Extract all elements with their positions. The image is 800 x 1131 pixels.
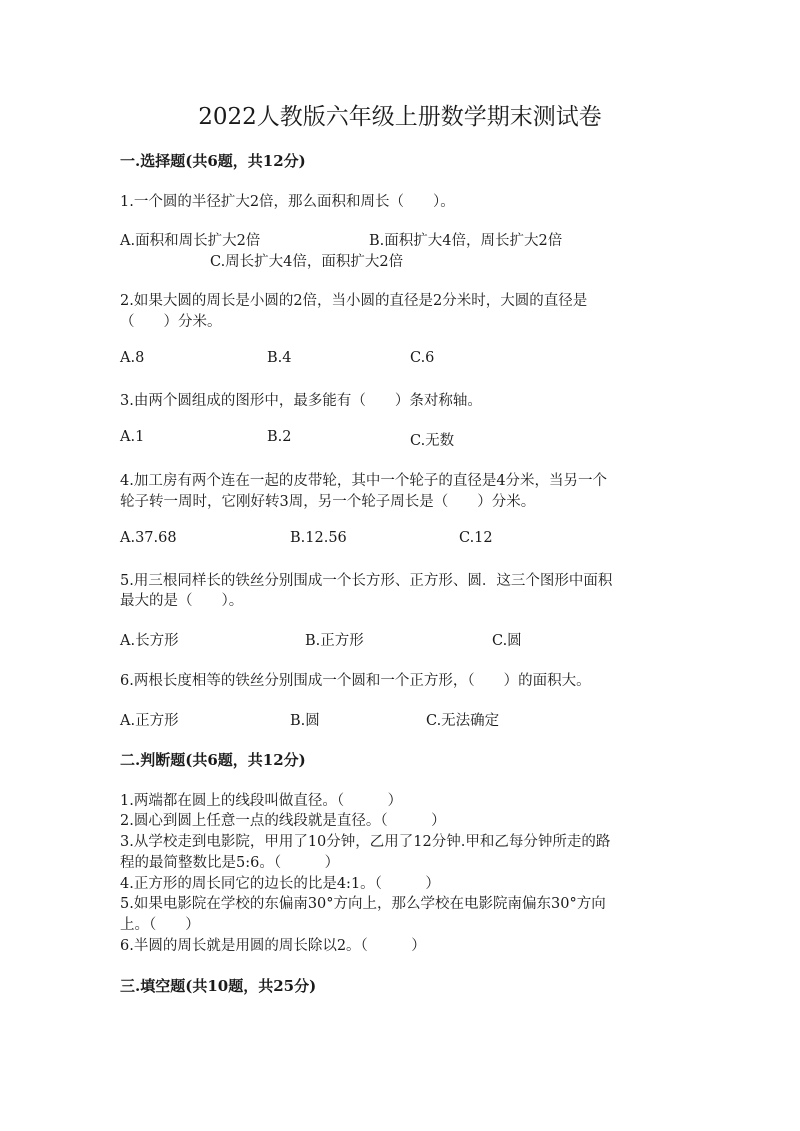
section-heading-choice: 一.选择题(共6题，共12分)	[120, 152, 306, 170]
question-4-option-b: B.12.56	[290, 530, 347, 546]
question-6-option-c: C.无法确定	[426, 713, 500, 729]
question-4-stem-line1: 4.加工房有两个连在一起的皮带轮，其中一个轮子的直径是4分米，当另一个	[120, 473, 608, 489]
question-2-stem-line1: 2.如果大圆的周长是小圆的2倍，当小圆的直径是2分米时，大圆的直径是	[120, 293, 588, 309]
question-3-option-b: B.2	[267, 429, 292, 445]
judge-line-3: 3.从学校走到电影院，甲用了10分钟，乙用了12分钟.甲和乙每分钟所走的路	[120, 834, 611, 850]
judge-line-4: 程的最简整数比是5:6。（ ）	[120, 855, 340, 871]
page-title: 2022人教版六年级上册数学期末测试卷	[198, 104, 602, 130]
question-5-stem-line1: 5.用三根同样长的铁丝分别围成一个长方形、正方形、圆．这三个图形中面积	[120, 573, 613, 589]
judge-line-8: 6.半圆的周长就是用圆的周长除以2。（ ）	[120, 938, 426, 954]
question-5-option-b: B.正方形	[305, 633, 364, 649]
question-3-option-a: A.1	[120, 429, 145, 445]
question-3-stem: 3.由两个圆组成的图形中，最多能有（ ）条对称轴。	[120, 393, 482, 409]
question-5-option-c: C.圆	[492, 633, 522, 649]
question-5-option-a: A.长方形	[120, 633, 179, 649]
question-5-stem-line2: 最大的是（ ）。	[120, 593, 244, 609]
question-3-option-c: C.无数	[410, 433, 455, 449]
judge-line-6: 5.如果电影院在学校的东偏南30°方向上，那么学校在电影院南偏东30°方向	[120, 896, 606, 912]
question-6-option-a: A.正方形	[120, 713, 179, 729]
judge-line-1: 1.两端都在圆上的线段叫做直径。（ ）	[120, 793, 403, 809]
judge-line-7: 上。（ ）	[120, 917, 200, 933]
question-4-option-c: C.12	[459, 530, 493, 546]
judge-line-5: 4.正方形的周长同它的边长的比是4:1。（ ）	[120, 876, 440, 892]
question-2-option-c: C.6	[410, 350, 435, 366]
section-heading-fill: 三.填空题(共10题，共25分)	[120, 977, 317, 995]
question-1-option-c: C.周长扩大4倍，面积扩大2倍	[210, 254, 404, 270]
question-4-stem-line2: 轮子转一周时，它刚好转3周，另一个轮子周长是（ ）分米。	[120, 494, 536, 510]
question-1-stem: 1.一个圆的半径扩大2倍，那么面积和周长（ ）。	[120, 194, 455, 210]
question-2-option-a: A.8	[120, 350, 145, 366]
section-heading-judge: 二.判断题(共6题，共12分)	[120, 751, 306, 769]
question-6-option-b: B.圆	[290, 713, 320, 729]
question-1-option-a: A.面积和周长扩大2倍	[120, 233, 261, 249]
question-2-stem-line2: （ ）分米。	[120, 314, 222, 330]
question-2-option-b: B.4	[267, 350, 292, 366]
question-6-stem: 6.两根长度相等的铁丝分别围成一个圆和一个正方形，（ ）的面积大。	[120, 673, 591, 689]
question-4-option-a: A.37.68	[120, 530, 177, 546]
judge-line-2: 2.圆心到圆上任意一点的线段就是直径。（ ）	[120, 813, 446, 829]
question-1-option-b: B.面积扩大4倍，周长扩大2倍	[369, 233, 563, 249]
